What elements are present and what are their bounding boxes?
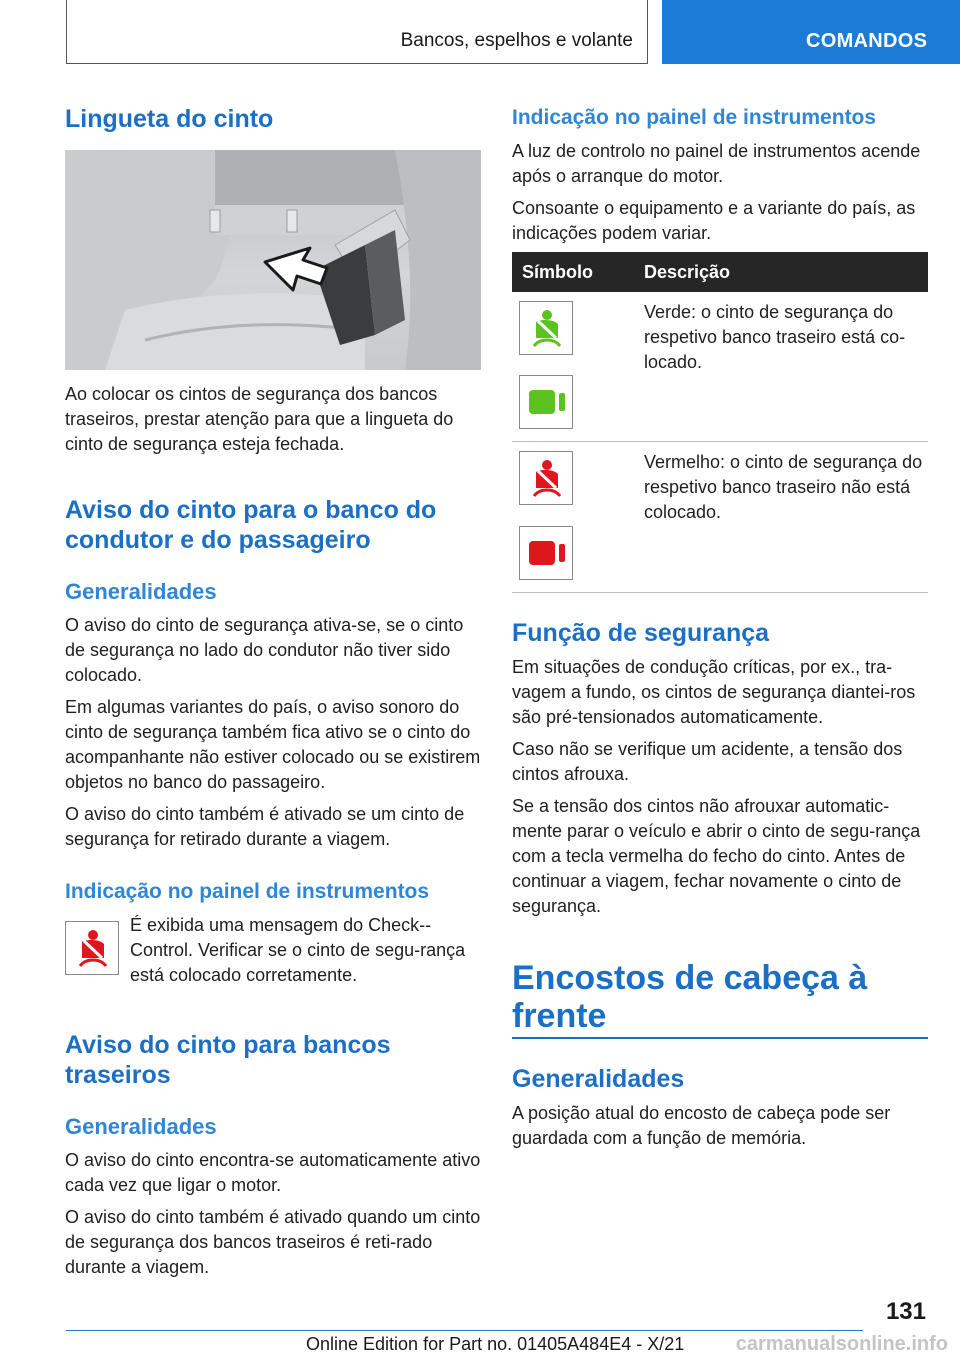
heading-aviso-condutor (65, 495, 481, 555)
table-bottom-rule (512, 592, 928, 593)
header-section-title: Bancos, espelhos e volante (400, 30, 633, 51)
heading-aviso-condutor-line2: condutor e do passageiro (65, 526, 371, 554)
seat-red-indicator-icon (519, 526, 573, 580)
seat-green-indicator-icon (519, 375, 573, 429)
table-header (512, 252, 928, 292)
footer-rule (66, 1330, 863, 1331)
heading-indicacao-right: Indicação no painel de instrumentos (512, 106, 877, 129)
heading-aviso-condutor-line1: Aviso do cinto para o banco do (65, 496, 437, 524)
seatbelt-green-icon (519, 301, 573, 355)
heading-funcao: Função de segurança (512, 619, 770, 647)
para-lingueta: Ao colocar os cintos de segurança dos bancos traseiros, prestar atenção para que a lingueta do cinto de segurança esteja fechada. (65, 384, 454, 454)
seatbelt-red-icon (519, 451, 573, 505)
footer-edition: Online Edition for Part no. 01405A484E4 - X/21 (306, 1334, 685, 1354)
seat-belt-tongue-photo (65, 150, 481, 370)
para-fun-a: Em situações de condução críticas, por ex., tra-vagem a fundo, os cintos de segurança diantei-ros são pré-tensionados automaticamente. (512, 657, 916, 727)
seatbelt-warning-icon (65, 921, 119, 975)
table-divider (512, 441, 928, 442)
table-row-green-desc: Verde: o cinto de segurança do respetivo banco traseiro está co-locado. (644, 302, 906, 372)
section-divider (512, 1037, 928, 1039)
table-col-desc: Descrição (644, 262, 731, 282)
para-indicacao-left: É exibida uma mensagem do Check--Control. Verificar se o cinto de segu-rança está colocado corretamente. (130, 915, 466, 985)
header-chapter-tab: COMANDOS (662, 0, 960, 64)
para-ind-a: A luz de controlo no painel de instrumentos acende após o arranque do motor. (512, 141, 921, 186)
table-row-red-desc: Vermelho: o cinto de segurança do respetivo banco traseiro não está colocado. (644, 452, 923, 522)
seat-photo-illustration (65, 150, 481, 370)
para-fun-c: Se a tensão dos cintos não afrouxar automatic-mente parar o veículo e abrir o cinto de segu-rança com a tecla vermelha do fecho do cinto. Antes de continuar a viagem, fechar novamente o cinto de segurança. (512, 796, 921, 916)
para-ind-b: Consoante o equipamento e a variante do país, as indicações podem variar. (512, 198, 916, 243)
para-gen1-c: O aviso do cinto também é ativado se um cinto de segurança for retirado durante a viagem. (65, 804, 465, 849)
heading-aviso-traseiros-line1: Aviso do cinto para bancos (65, 1031, 391, 1059)
heading-encostos-line2: frente (512, 997, 607, 1035)
heading-aviso-traseiros (65, 1030, 481, 1090)
heading-generalidades-2: Generalidades (65, 1114, 217, 1139)
para-gen-right: A posição atual do encosto de cabeça pode ser guardada com a função de memória. (512, 1103, 891, 1148)
heading-lingueta: Lingueta do cinto (65, 105, 274, 133)
para-fun-b: Caso não se verifique um acidente, a tensão dos cintos afrouxa. (512, 739, 903, 784)
footer-watermark: carmanualsonline.info (735, 1333, 948, 1355)
heading-aviso-traseiros-line2: traseiros (65, 1061, 171, 1089)
para-gen1-b: Em algumas variantes do país, o aviso sonoro do cinto de segurança também fica ativo se o cinto do acompanhante não estiver colocado ou se existirem objetos no banco do passageiro. (65, 697, 481, 792)
heading-generalidades-1: Generalidades (65, 579, 217, 604)
para-gen2-a: O aviso do cinto encontra-se automaticamente ativo cada vez que ligar o motor. (65, 1150, 481, 1195)
para-gen2-b: O aviso do cinto também é ativado quando um cinto de segurança dos bancos traseiros é reti-rado durante a viagem. (65, 1207, 481, 1277)
page-number: 131 (885, 1298, 926, 1325)
heading-encostos (512, 959, 928, 1035)
para-gen1-a: O aviso do cinto de segurança ativa-se, se o cinto de segurança no lado do condutor não tiver sido colocado. (65, 615, 464, 685)
heading-indicacao-left: Indicação no painel de instrumentos (65, 880, 430, 903)
header-section-box (66, 0, 648, 64)
heading-generalidades-right: Generalidades (512, 1065, 685, 1093)
table-col-symbol: Símbolo (522, 262, 593, 282)
heading-encostos-line1: Encostos de cabeça à (512, 959, 868, 997)
